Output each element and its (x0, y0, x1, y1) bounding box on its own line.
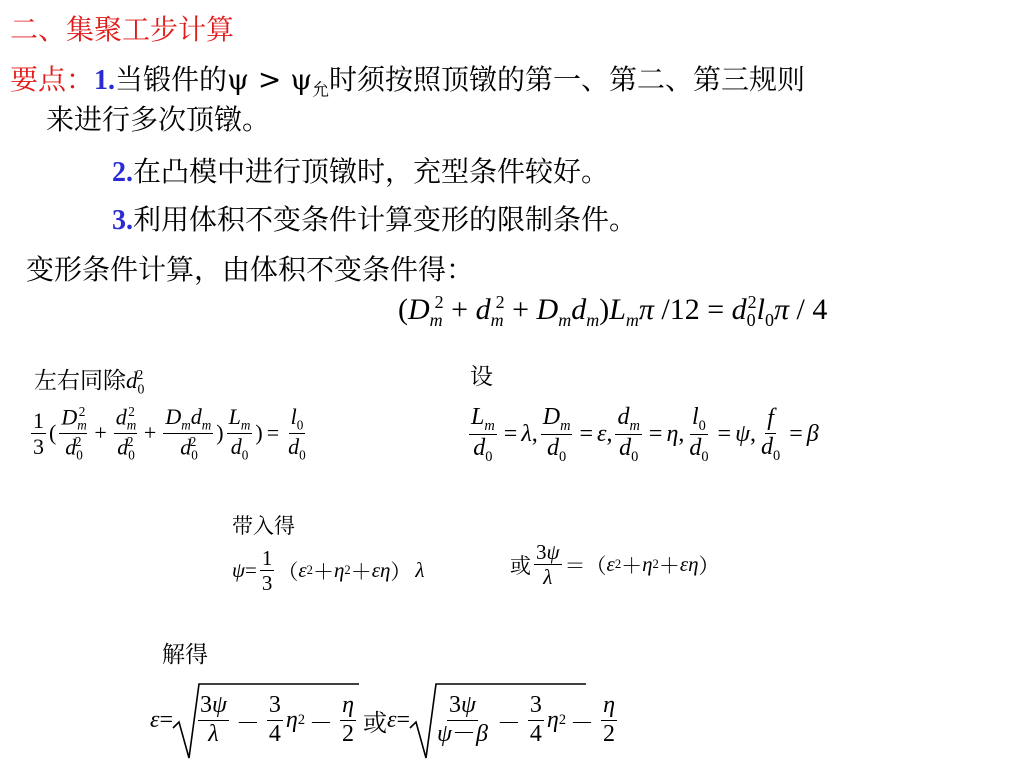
point-3-text: 利用体积不变条件计算变形的限制条件。 (133, 203, 638, 236)
divide-label-text: 左右同除 (34, 368, 126, 394)
point-3-number: 3. (112, 205, 133, 236)
intro-text: 变形条件计算，由体积不变条件得： (26, 253, 475, 286)
divide-label: 左右同除$d_0^2$ (34, 367, 145, 397)
set-label: 设 (470, 364, 493, 390)
points-label: 要点： (10, 63, 95, 96)
page-title: 二、集聚工步计算 (10, 13, 235, 46)
substitute-label: 带入得 (232, 514, 295, 538)
radical-1: $\frac{3\psi}{\lambda}$ － $\frac{3}{4}$ η 2 (173, 692, 305, 748)
radical-sign-2 (410, 682, 586, 766)
psi-equation: ψ = $\frac{1}{3}$ （ ε 2 ＋ η 2 ＋ εη ） λ (232, 546, 425, 596)
normalized-equation: $\frac{1}{3}$ ( $\frac{D_m^2}{d_0^2}$ + $\frac{d_m^2}{d_0^2}$ + $\frac{D_md_m}{d_0^2}$ ) $\frac{L_m}{d_0}$ ) = $\frac{l_0}{d_0}$ (33, 404, 306, 463)
point-1 (10, 58, 805, 101)
radical-sign-1 (173, 682, 359, 766)
point-1-text: 当锻件的ψ > ψ (115, 63, 313, 96)
definitions-equation: $\frac{L_m}{d_0}$ = λ , $\frac{D_m}{d_0}$ = ε , $\frac{d_m}{d_0}$ = η , $\frac{l_0}{d_0}$ = ψ , $\frac{f}{d_0}$ = β (471, 404, 819, 466)
point-2 (112, 150, 609, 190)
point-2-text: 在凸模中进行顶镦时，充型条件较好。 (133, 155, 610, 188)
volume-equation: $(D_m^2 + d_m^2 + D_md_m)L_m\pi$ $/12 = d_0^2l_0\pi / 4$ (398, 292, 828, 330)
point-1-number: 1. (94, 65, 116, 96)
point-1-continuation: 来进行多次顶镦。 (46, 103, 271, 136)
point-1-rest: 时须按照顶镦的第一、第二、第三规则 (329, 63, 806, 96)
point-2-number: 2. (112, 157, 133, 188)
solve-label: 解得 (162, 642, 208, 668)
or-label-2: 或 (363, 710, 388, 737)
or-equation: 或 $\frac{3\psi}{\lambda}$ ＝（ ε 2 ＋ η 2 ＋ εη ） (510, 540, 720, 590)
or-label: 或 (510, 553, 531, 578)
radical-2: $\frac{3\psi}{\psi-\beta}$ － $\frac{3}{4}$ η 2 (410, 692, 566, 748)
point-1-subscript: 允 (312, 79, 329, 100)
point-3 (112, 198, 637, 238)
solution-equation: ε = $\frac{3\psi}{\lambda}$ － $\frac{3}{4}$ η 2 － $\frac{\eta}{2}$ 或 ε = $\frac{3\psi}{\psi-\beta}$ － $\frac{3}{4}$ η 2 － $\frac{\eta}{2}$ (150, 680, 620, 760)
